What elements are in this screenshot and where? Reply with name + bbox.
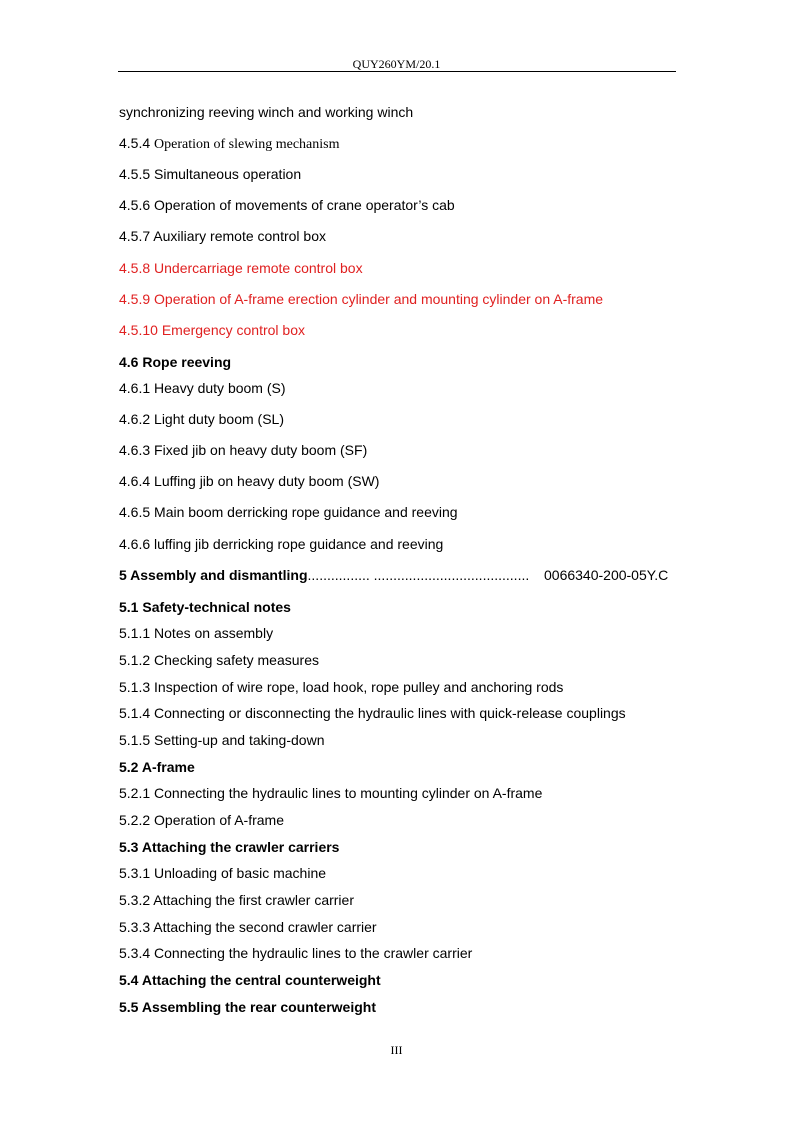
- toc-entry: [119, 134, 339, 154]
- toc-entry: 5.3.1 Unloading of basic machine: [119, 865, 327, 881]
- toc-section-heading: 5.1 Safety-technical notes: [119, 599, 291, 615]
- toc-entry-number: 4.5.4: [119, 135, 151, 151]
- toc-entry: 4.6.3 Fixed jib on heavy duty boom (SF): [119, 442, 368, 458]
- toc-entry: synchronizing reeving winch and working winch: [119, 104, 414, 120]
- toc-entry: 4.5.5 Simultaneous operation: [119, 166, 302, 182]
- toc-entry: 5.1.3 Inspection of wire rope, load hook, rope pulley and anchoring rods: [119, 679, 564, 695]
- header-rule: [118, 71, 676, 72]
- toc-entry: 4.6.4 Luffing jib on heavy duty boom (SW): [119, 473, 380, 489]
- toc-entry: 4.6.6 luffing jib derricking rope guidance and reeving: [119, 536, 444, 552]
- toc-entry: 5.3.2 Attaching the first crawler carrier: [119, 892, 354, 908]
- toc-entry: 5.1.1 Notes on assembly: [119, 625, 274, 641]
- toc-entry: 4.5.7 Auxiliary remote control box: [119, 228, 326, 244]
- toc-entry-title: Operation of slewing mechanism: [154, 137, 340, 152]
- toc-entry: 5.2.2 Operation of A-frame: [119, 812, 284, 828]
- toc-chapter-heading: [119, 566, 529, 584]
- toc-document-code: 0066340-200-05Y.C: [544, 567, 669, 583]
- toc-entry: 4.6.1 Heavy duty boom (S): [119, 380, 286, 396]
- toc-entry: 5.3.3 Attaching the second crawler carrier: [119, 919, 377, 935]
- toc-chapter-title: 5 Assembly and dismantling: [119, 567, 308, 583]
- toc-entry: 5.1.4 Connecting or disconnecting the hydraulic lines with quick-release couplings: [119, 705, 626, 721]
- running-header: QUY260YM/20.1: [352, 57, 441, 71]
- toc-section-heading: 5.4 Attaching the central counterweight: [119, 972, 381, 988]
- toc-leader-dots: ................ ........................................: [307, 567, 530, 583]
- page-number: III: [390, 1043, 403, 1057]
- toc-entry: 4.6.5 Main boom derricking rope guidance and reeving: [119, 504, 458, 520]
- toc-section-heading: 5.3 Attaching the crawler carriers: [119, 839, 340, 855]
- toc-entry: 4.5.6 Operation of movements of crane operator’s cab: [119, 197, 455, 213]
- toc-entry: 5.1.2 Checking safety measures: [119, 652, 319, 668]
- toc-entry-highlighted: 4.5.10 Emergency control box: [119, 322, 305, 338]
- toc-entry: 5.3.4 Connecting the hydraulic lines to the crawler carrier: [119, 945, 473, 961]
- toc-section-heading: 5.5 Assembling the rear counterweight: [119, 999, 376, 1015]
- toc-section-heading: 5.2 A-frame: [119, 759, 195, 775]
- toc-entry-highlighted: 4.5.8 Undercarriage remote control box: [119, 260, 363, 276]
- toc-entry: 4.6.2 Light duty boom (SL): [119, 411, 284, 427]
- toc-entry: 5.1.5 Setting-up and taking-down: [119, 732, 325, 748]
- toc-section-heading: 4.6 Rope reeving: [119, 354, 232, 370]
- toc-entry-highlighted: 4.5.9 Operation of A-frame erection cylinder and mounting cylinder on A-frame: [119, 291, 604, 307]
- toc-entry: 5.2.1 Connecting the hydraulic lines to mounting cylinder on A-frame: [119, 785, 543, 801]
